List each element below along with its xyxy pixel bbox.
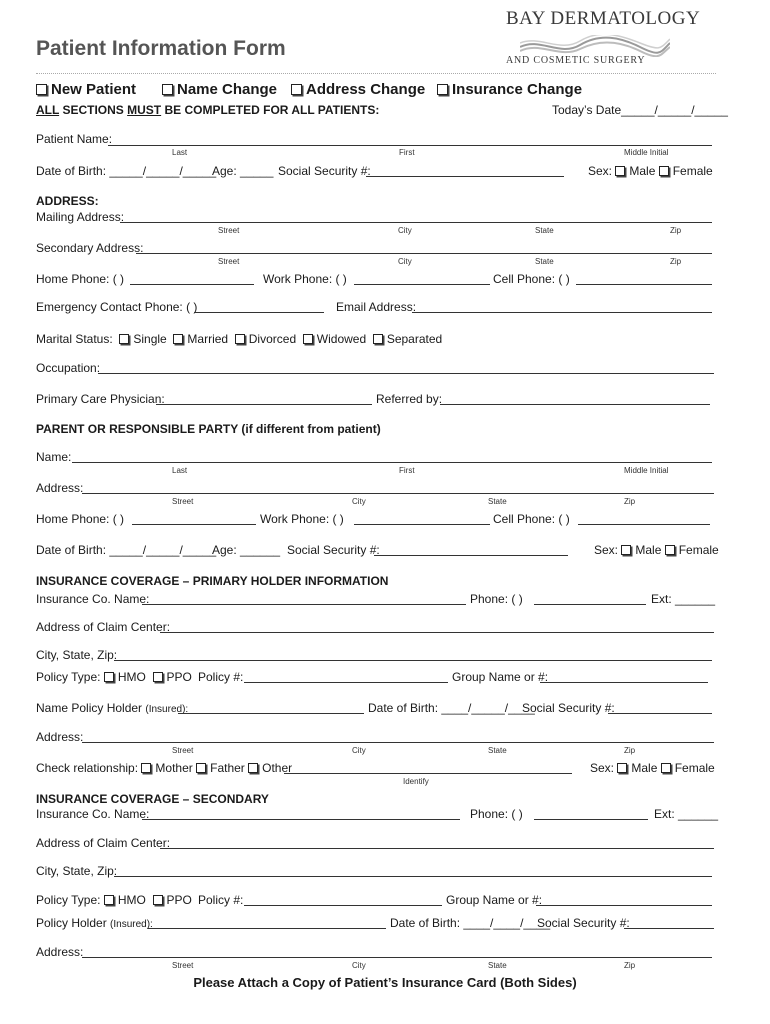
- parent-work-phone-line[interactable]: [354, 524, 490, 525]
- parent-work-phone-label: Work Phone: ( ): [260, 512, 344, 526]
- secondary-co-name-line[interactable]: [142, 819, 460, 820]
- mother-label: Mother: [155, 761, 193, 775]
- primary-policy-no-label: Policy #:: [198, 670, 244, 684]
- separated-label: Separated: [386, 332, 443, 346]
- primary-holder-line[interactable]: [178, 713, 364, 714]
- notice-all: ALL: [36, 103, 60, 117]
- policy-type-label: Policy Type:: [36, 893, 101, 907]
- sub-city: City: [398, 257, 412, 266]
- checkbox-icon: [235, 334, 245, 344]
- checkbox-icon: [196, 763, 206, 773]
- checkbox-female[interactable]: [659, 164, 713, 178]
- header-divider: [36, 73, 716, 74]
- checkbox-label: Name Change: [177, 81, 278, 98]
- parent-home-phone-label: Home Phone: ( ): [36, 512, 125, 526]
- checkbox-insurance-change[interactable]: [437, 81, 582, 99]
- parent-dob-field[interactable]: Date of Birth: _____/_____/_____: [36, 543, 217, 557]
- checkbox-hmo[interactable]: [104, 893, 146, 907]
- parent-home-phone-line[interactable]: [132, 524, 256, 525]
- checkbox-icon: [173, 334, 183, 344]
- checkbox-icon: [36, 84, 47, 95]
- mailing-address-line[interactable]: [120, 222, 712, 223]
- secondary-holder-label: [36, 916, 153, 932]
- sex-label: Sex:: [594, 543, 619, 557]
- checkbox-icon: [621, 545, 631, 555]
- holder-label: Name Policy Holder: [36, 701, 143, 715]
- sub-street: Street: [172, 497, 194, 506]
- checkbox-male[interactable]: [621, 543, 661, 557]
- sub-middle: Middle Initial: [624, 148, 669, 157]
- primary-sex-group: [590, 761, 715, 775]
- checkbox-male[interactable]: [617, 761, 657, 775]
- sub-state: State: [488, 497, 507, 506]
- parent-age-field[interactable]: Age: ______: [212, 543, 281, 557]
- sub-zip: Zip: [670, 257, 682, 266]
- referred-label: Referred by:: [376, 392, 443, 406]
- sub-city: City: [352, 497, 366, 506]
- hmo-label: HMO: [117, 893, 146, 907]
- secondary-csz-label: City, State, Zip:: [36, 864, 118, 878]
- married-label: Married: [187, 332, 229, 346]
- checkbox-icon: [617, 763, 627, 773]
- sub-city: City: [352, 961, 366, 970]
- checkbox-icon: [665, 545, 675, 555]
- secondary-address-label: Address:: [36, 945, 84, 959]
- secondary-holder-line[interactable]: [148, 928, 386, 929]
- relationship-label: Check relationship:: [36, 761, 139, 775]
- primary-csz-line[interactable]: [114, 660, 712, 661]
- secondary-csz-line[interactable]: [114, 876, 712, 877]
- sub-state: State: [535, 226, 554, 235]
- sub-zip: Zip: [670, 226, 682, 235]
- sub-state: State: [488, 961, 507, 970]
- checkbox-ppo[interactable]: [153, 670, 192, 684]
- primary-address-line[interactable]: [82, 742, 714, 743]
- secondary-policy-no-line[interactable]: [244, 905, 442, 906]
- sub-street: Street: [218, 257, 240, 266]
- single-label: Single: [133, 332, 167, 346]
- divorced-label: Divorced: [248, 332, 297, 346]
- hmo-label: HMO: [117, 670, 146, 684]
- sub-middle: Middle Initial: [624, 466, 669, 475]
- sub-state: State: [535, 257, 554, 266]
- secondary-policy-no-label: Policy #:: [198, 893, 244, 907]
- required-notice: [36, 103, 379, 117]
- primary-claim-line[interactable]: [160, 632, 714, 633]
- todays-date-field[interactable]: Today’s Date_____/_____/_____: [552, 103, 728, 117]
- parent-name-label: Name:: [36, 450, 72, 464]
- checkbox-icon: [248, 763, 258, 773]
- checkbox-label: New Patient: [51, 81, 137, 98]
- marital-label: Marital Status:: [36, 332, 113, 346]
- holder-label: Policy Holder: [36, 916, 107, 930]
- cell-phone-line[interactable]: [576, 284, 712, 285]
- checkbox-male[interactable]: [615, 164, 655, 178]
- pcp-line[interactable]: [156, 404, 372, 405]
- parent-ssn-label: Social Security #:: [287, 543, 380, 557]
- checkbox-icon: [437, 84, 448, 95]
- sub-last: Last: [172, 466, 188, 475]
- checkbox-single[interactable]: [119, 332, 166, 346]
- parent-heading: PARENT OR RESPONSIBLE PARTY (if different from patient): [36, 422, 381, 436]
- insured-label: (Insured):: [110, 919, 153, 930]
- ppo-label: PPO: [166, 893, 192, 907]
- checkbox-icon: [659, 166, 669, 176]
- address-heading: ADDRESS:: [36, 194, 99, 208]
- primary-holder-ssn-line[interactable]: [608, 713, 712, 714]
- sub-city: City: [398, 226, 412, 235]
- parent-cell-phone-line[interactable]: [578, 524, 710, 525]
- parent-address-label: Address:: [36, 481, 84, 495]
- secondary-holder-ssn-line[interactable]: [624, 928, 714, 929]
- primary-phone-label: Phone: ( ): [470, 592, 523, 606]
- checkbox-female[interactable]: [661, 761, 715, 775]
- occupation-label: Occupation:: [36, 361, 101, 375]
- clinic-logo: [500, 8, 701, 68]
- checkbox-icon: [153, 895, 163, 905]
- primary-ext-field[interactable]: Ext: ______: [651, 592, 716, 606]
- parent-sex-group: [594, 543, 719, 557]
- checkbox-divorced[interactable]: [235, 332, 296, 346]
- checkbox-icon: [303, 334, 313, 344]
- primary-holder-dob-field[interactable]: Date of Birth: ____/_____/____: [368, 701, 535, 715]
- parent-address-line[interactable]: [82, 493, 714, 494]
- checkbox-icon: [153, 672, 163, 682]
- secondary-claim-label: Address of Claim Center:: [36, 836, 171, 850]
- secondary-holder-dob-field[interactable]: Date of Birth: ____/____/____: [390, 916, 551, 930]
- parent-cell-phone-label: Cell Phone: ( ): [493, 512, 570, 526]
- checkbox-name-change[interactable]: [162, 81, 277, 99]
- occupation-line[interactable]: [98, 373, 714, 374]
- secondary-policy-type-group: [36, 893, 192, 907]
- referred-line[interactable]: [440, 404, 710, 405]
- secondary-claim-line[interactable]: [160, 848, 714, 849]
- home-phone-label: Home Phone: ( ): [36, 272, 125, 286]
- notice-sections: SECTIONS: [59, 103, 128, 117]
- primary-relationship-group: [36, 761, 292, 775]
- email-label: Email Address:: [336, 300, 417, 314]
- parent-name-line[interactable]: [72, 462, 712, 463]
- patient-dob-field[interactable]: Date of Birth: _____/_____/_____: [36, 164, 217, 178]
- patient-name-label: Patient Name:: [36, 132, 113, 146]
- checkbox-icon: [162, 84, 173, 95]
- sub-city: City: [352, 746, 366, 755]
- policy-type-label: Policy Type:: [36, 670, 101, 684]
- parent-ssn-line[interactable]: [374, 555, 568, 556]
- primary-holder-ssn-label: Social Security #:: [522, 701, 615, 715]
- widowed-label: Widowed: [316, 332, 367, 346]
- home-phone-line[interactable]: [130, 284, 254, 285]
- other-label: Other: [262, 761, 293, 775]
- primary-policy-type-group: [36, 670, 192, 684]
- checkbox-icon: [661, 763, 671, 773]
- emergency-phone-line[interactable]: [194, 312, 324, 313]
- checkbox-icon: [615, 166, 625, 176]
- checkbox-icon: [373, 334, 383, 344]
- checkbox-father[interactable]: [196, 761, 245, 775]
- checkbox-icon: [119, 334, 129, 344]
- primary-phone-line[interactable]: [534, 604, 646, 605]
- secondary-address-line[interactable]: [136, 253, 712, 254]
- sub-zip: Zip: [624, 497, 636, 506]
- checkbox-hmo[interactable]: [104, 670, 146, 684]
- female-label: Female: [674, 761, 715, 775]
- primary-group-line[interactable]: [540, 682, 708, 683]
- checkbox-address-change[interactable]: [291, 81, 425, 99]
- checkbox-widowed[interactable]: [303, 332, 366, 346]
- sub-identify: Identify: [403, 777, 429, 786]
- female-label: Female: [672, 164, 713, 178]
- primary-insurance-heading: INSURANCE COVERAGE – PRIMARY HOLDER INFORMATION: [36, 574, 389, 588]
- footer-note: Please Attach a Copy of Patient’s Insurance Card (Both Sides): [193, 975, 577, 990]
- patient-ssn-label: Social Security #:: [278, 164, 371, 178]
- marital-status-group: [36, 332, 442, 346]
- emergency-phone-label: Emergency Contact Phone: ( ): [36, 300, 198, 314]
- sub-street: Street: [172, 961, 194, 970]
- male-label: Male: [629, 164, 656, 178]
- secondary-co-name-label: Insurance Co. Name:: [36, 807, 150, 821]
- checkbox-ppo[interactable]: [153, 893, 192, 907]
- notice-must: MUST: [127, 103, 162, 117]
- secondary-phone-line[interactable]: [534, 819, 648, 820]
- logo-line-2: AND COSMETIC SURGERY: [506, 55, 646, 66]
- insured-label: (Insured):: [145, 704, 189, 715]
- pcp-label: Primary Care Physician:: [36, 392, 165, 406]
- sex-label: Sex:: [590, 761, 615, 775]
- secondary-group-line[interactable]: [536, 905, 712, 906]
- relationship-other-line[interactable]: [284, 773, 572, 774]
- secondary-address-label: Secondary Address:: [36, 241, 144, 255]
- primary-group-label: Group Name or #:: [452, 670, 549, 684]
- primary-co-name-line[interactable]: [142, 604, 466, 605]
- logo-line-1: BAY DERMATOLOGY: [506, 8, 701, 29]
- mailing-address-label: Mailing Address:: [36, 210, 125, 224]
- sub-zip: Zip: [624, 746, 636, 755]
- checkbox-new-patient[interactable]: [36, 81, 136, 99]
- sub-first: First: [399, 148, 415, 157]
- checkbox-label: Address Change: [306, 81, 426, 98]
- male-label: Male: [635, 543, 662, 557]
- male-label: Male: [631, 761, 658, 775]
- checkbox-icon: [141, 763, 151, 773]
- checkbox-icon: [104, 672, 114, 682]
- secondary-ext-field[interactable]: Ext: ______: [654, 807, 719, 821]
- father-label: Father: [210, 761, 245, 775]
- checkbox-married[interactable]: [173, 332, 228, 346]
- patient-age-field[interactable]: Age: _____: [212, 164, 274, 178]
- checkbox-label: Insurance Change: [452, 81, 583, 98]
- checkbox-icon: [291, 84, 302, 95]
- email-line[interactable]: [412, 312, 712, 313]
- primary-policy-no-line[interactable]: [244, 682, 448, 683]
- patient-sex-group: [588, 164, 713, 178]
- primary-claim-label: Address of Claim Center:: [36, 620, 171, 634]
- secondary-group-label: Group Name or #:: [446, 893, 543, 907]
- primary-co-name-label: Insurance Co. Name:: [36, 592, 150, 606]
- primary-address-label: Address:: [36, 730, 84, 744]
- sub-street: Street: [172, 746, 194, 755]
- checkbox-separated[interactable]: [373, 332, 442, 346]
- checkbox-female[interactable]: [665, 543, 719, 557]
- secondary-holder-ssn-label: Social Security #:: [537, 916, 630, 930]
- sex-label: Sex:: [588, 164, 613, 178]
- checkbox-icon: [104, 895, 114, 905]
- sub-zip: Zip: [624, 961, 636, 970]
- sub-last: Last: [172, 148, 188, 157]
- sub-first: First: [399, 466, 415, 475]
- sub-state: State: [488, 746, 507, 755]
- patient-ssn-line[interactable]: [366, 176, 564, 177]
- patient-name-line[interactable]: [108, 145, 712, 146]
- secondary-insurance-heading: INSURANCE COVERAGE – SECONDARY: [36, 792, 269, 806]
- page-title: Patient Information Form: [36, 37, 286, 60]
- primary-csz-label: City, State, Zip:: [36, 648, 118, 662]
- primary-holder-label: [36, 701, 188, 717]
- ppo-label: PPO: [166, 670, 192, 684]
- secondary-phone-label: Phone: ( ): [470, 807, 523, 821]
- checkbox-mother[interactable]: [141, 761, 192, 775]
- female-label: Female: [678, 543, 719, 557]
- work-phone-label: Work Phone: ( ): [263, 272, 347, 286]
- notice-rest: BE COMPLETED FOR ALL PATIENTS:: [161, 103, 380, 117]
- secondary-address-line[interactable]: [82, 957, 712, 958]
- work-phone-line[interactable]: [354, 284, 490, 285]
- sub-street: Street: [218, 226, 240, 235]
- cell-phone-label: Cell Phone: ( ): [493, 272, 570, 286]
